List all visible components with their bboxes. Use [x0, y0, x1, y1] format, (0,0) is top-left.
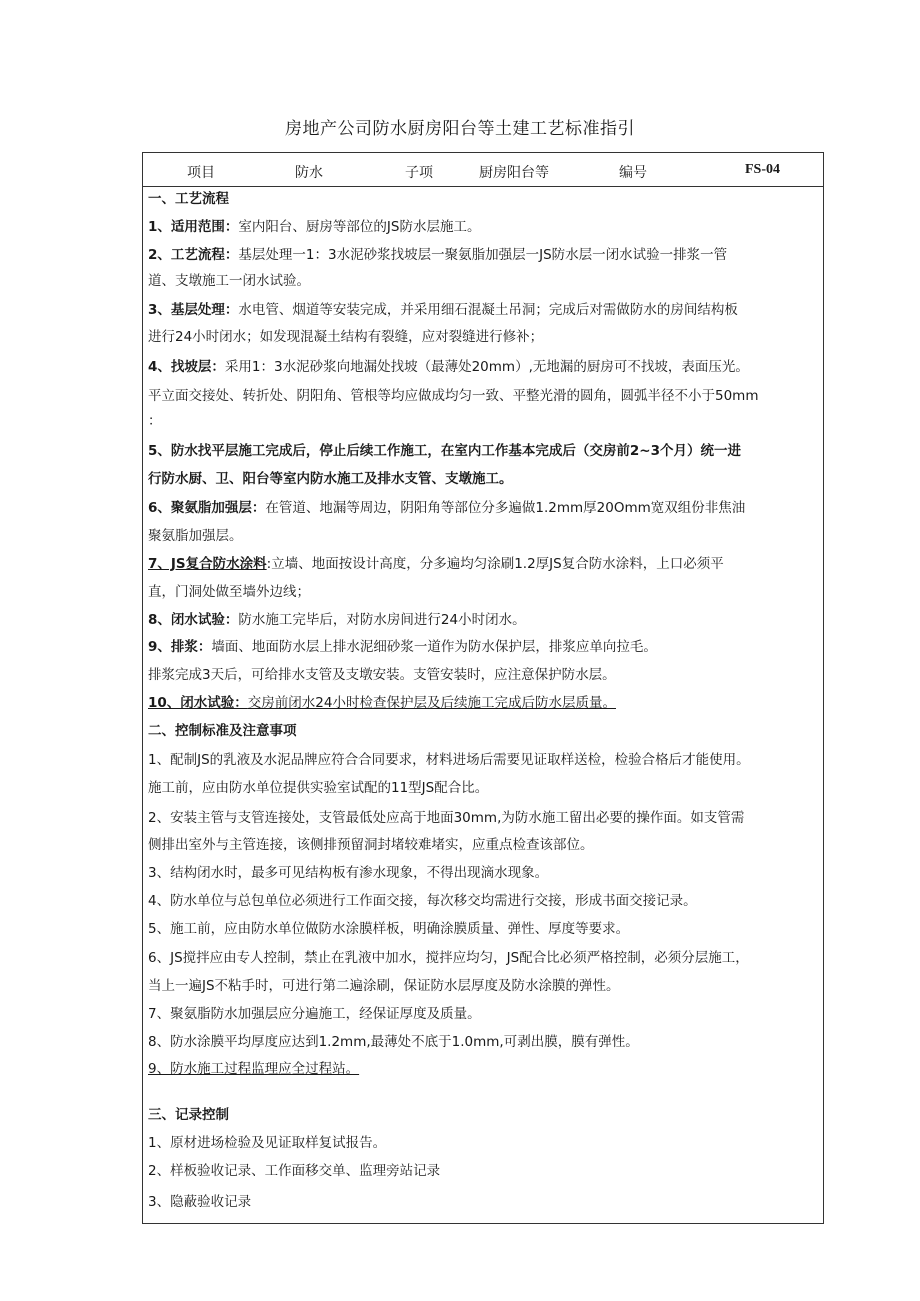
control-item-1: 1、配制JS的乳液及水泥品牌应符合合同要求，材料进场后需要见证取样送检，检验合格后才能使用。 [148, 752, 750, 768]
control-item-4: 4、防水单位与总包单位必须进行工作面交接，每次移交均需进行交接，形成书面交接记录。 [148, 893, 697, 909]
item-label: 项目 [187, 165, 215, 181]
control-item-1-cont: 施工前，应由防水单位提供实验室试配的11型JS配合比。 [148, 780, 489, 796]
process-item-5: 5、防水找平层施工完成后，停止后续工作施工，在室内工作基本完成后（交房前2~3个月）统一进 [148, 443, 741, 459]
process-item-2-cont: 道、支墩施工一闭水试验。 [148, 273, 310, 289]
process-item-6: 6、聚氨脂加强层：在管道、地漏等周边，阴阳角等部位分多遍做1.2mm厚20Omm宽双组份非焦油 [148, 500, 746, 516]
process-item-4: 4、找坡层：采用1：3水泥砂浆向地漏处找坡（最薄处20mm）,无地漏的厨房可不找坡，表面压光。 [148, 359, 749, 375]
item-value: 防水 [295, 165, 323, 181]
sub-value: 厨房阳台等 [479, 165, 549, 181]
section-control-title: 二、控制标准及注意事项 [148, 723, 297, 739]
record-item-1: 1、原材进场检验及见证取样复试报告。 [148, 1135, 387, 1151]
process-item-9-cont: 排浆完成3天后，可给排水支管及支墩安装。支管安装时，应注意保护防水层。 [148, 667, 616, 683]
code-value: FS-04 [745, 162, 780, 177]
process-item-9: 9、排浆：墙面、地面防水层上排水泥细砂浆一道作为防水保护层，排浆应单向拉毛。 [148, 639, 657, 655]
process-item-7-cont: 直，门洞处做至墙外边线； [148, 584, 310, 600]
record-item-2: 2、样板验收记录、工作面移交单、监理旁站记录 [148, 1163, 441, 1179]
section-records-title: 三、记录控制 [148, 1107, 229, 1123]
standard-table [142, 152, 824, 1224]
control-item-3: 3、结构闭水时，最多可见结构板有渗水现象，不得出现滴水现象。 [148, 865, 549, 881]
record-item-3: 3、隐蔽验收记录 [148, 1194, 252, 1210]
control-item-5: 5、施工前，应由防水单位做防水涂膜样板，明确涂膜质量、弹性、厚度等要求。 [148, 921, 630, 937]
control-item-7: 7、聚氨脂防水加强层应分遍施工，经保证厚度及质量。 [148, 1006, 481, 1022]
header-row [143, 153, 823, 187]
process-item-4-cont: 平立面交接处、转折处、阴阳角、管根等均应做成均匀一致、平整光滑的圆角，圆弧半径不小于50mm [148, 388, 759, 404]
control-item-8: 8、防水涂膜平均厚度应达到1.2mm,最薄处不底于1.0mm,可剥出膜，膜有弹性。 [148, 1034, 639, 1050]
section-process-title: 一、工艺流程 [148, 191, 229, 207]
page-title: 房地产公司防水厨房阳台等土建工艺标准指引 [285, 119, 635, 139]
control-item-2-cont: 侧排出室外与主管连接，该侧排预留洞封堵较难堵实，应重点检查该部位。 [148, 837, 594, 853]
process-item-6-cont: 聚氨脂加强层。 [148, 528, 243, 544]
process-item-4-end: ： [148, 413, 162, 429]
process-item-2: 2、工艺流程：基层处理一1：3水泥砂浆找坡层一聚氨脂加强层一JS防水层一闭水试验一排浆一管 [148, 247, 728, 263]
sub-label: 子项 [405, 165, 433, 181]
process-item-8: 8、闭水试验：防水施工完毕后，对防水房间进行24小时闭水。 [148, 612, 526, 628]
process-item-3-cont: 进行24小时闭水；如发现混凝土结构有裂缝，应对裂缝进行修补； [148, 329, 544, 345]
process-item-7: 7、JS复合防水涂料:立墙、地面按设计高度，分多遍均匀涂刷1.2厚JS复合防水涂料，上口必须平 [148, 556, 724, 572]
process-item-5-cont: 行防水厨、卫、阳台等室内防水施工及排水支管、支墩施工。 [148, 471, 513, 487]
control-item-6: 6、JS搅拌应由专人控制，禁止在乳液中加水，搅拌应均匀，JS配合比必须严格控制，必须分层施工， [148, 950, 749, 966]
control-item-9: 9、防水施工过程监理应全过程站。 [148, 1061, 360, 1077]
control-item-2: 2、安装主管与支管连接处，支管最低处应高于地面30mm,为防水施工留出必要的操作面。如支管需 [148, 810, 745, 826]
control-item-6-cont: 当上一遍JS不粘手时，可进行第二遍涂刷，保证防水层厚度及防水涂膜的弹性。 [148, 978, 620, 994]
process-item-1: 1、适用范围：室内阳台、厨房等部位的JS防水层施工。 [148, 219, 481, 235]
process-item-10: 10、闭水试验：交房前闭水24小时检查保护层及后续施工完成后防水层质量。 [148, 695, 616, 711]
process-item-3: 3、基层处理：水电管、烟道等安装完成，并采用细石混凝土吊洞；完成后对需做防水的房间结构板 [148, 302, 738, 318]
code-label: 编号 [619, 165, 647, 181]
